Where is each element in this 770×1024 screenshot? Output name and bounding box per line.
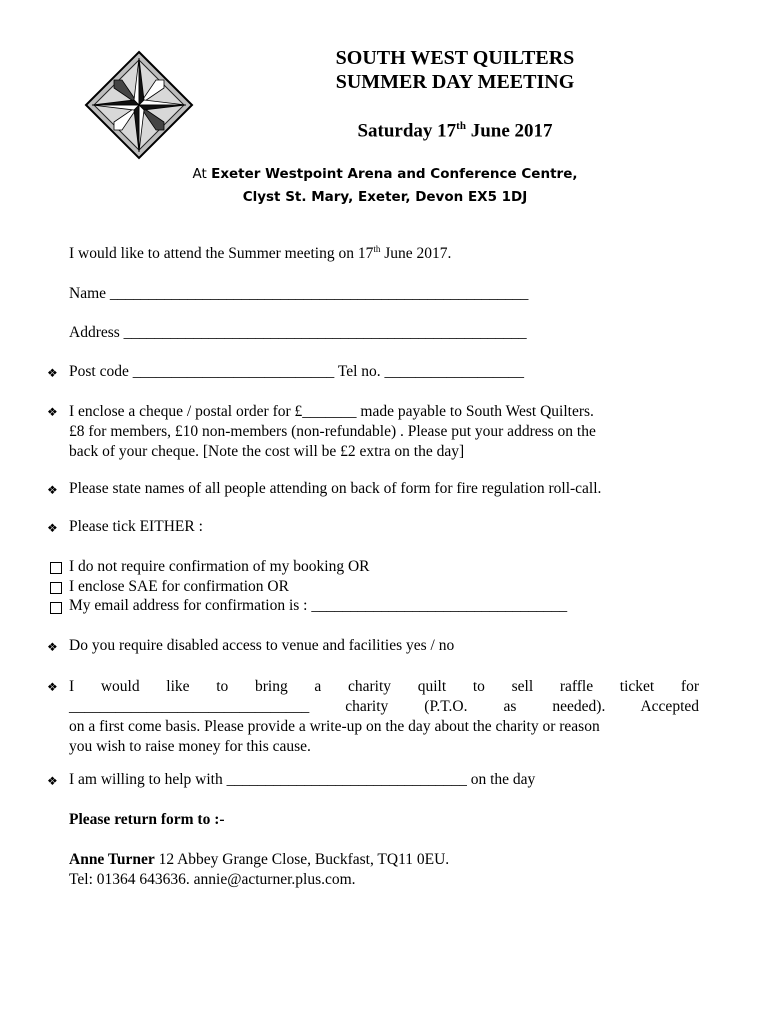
diamond-bullet-icon: ❖ bbox=[47, 483, 58, 497]
diamond-bullet-icon: ❖ bbox=[47, 680, 58, 694]
cheque-line-1[interactable]: I enclose a cheque / postal order for £_______ made payable to South West Quilters. bbox=[69, 403, 594, 420]
disabled-access[interactable]: Do you require disabled access to venue and facilities yes / no bbox=[69, 637, 455, 654]
checkbox-icon[interactable] bbox=[50, 602, 62, 614]
title-line-1: SOUTH WEST QUILTERS bbox=[335, 47, 575, 69]
charity-line-3: on a first come basis. Please provide a write-up on the day about the charity or reason bbox=[69, 718, 600, 735]
contact-address: 12 Abbey Grange Close, Buckfast, TQ11 0EU. bbox=[154, 851, 450, 868]
address-field[interactable]: Address ____________________________________________________ bbox=[69, 324, 527, 341]
option-sae: I enclose SAE for confirmation OR bbox=[69, 578, 289, 595]
cheque-paragraph bbox=[69, 402, 699, 462]
intro-prefix: I would like to attend the Summer meeting on 17 bbox=[69, 245, 374, 263]
charity-paragraph bbox=[69, 677, 699, 757]
venue-at: At bbox=[192, 166, 212, 182]
intro-line bbox=[69, 244, 451, 263]
checkbox-icon[interactable] bbox=[50, 562, 62, 574]
charity-line-2[interactable]: _______________________________ charity (P.T.O. as needed). Accepted bbox=[69, 698, 699, 715]
contact-tel: Tel: 01364 643636. annie@acturner.plus.com. bbox=[69, 871, 356, 888]
postcode-tel-field[interactable]: Post code __________________________ Tel no. __________________ bbox=[69, 363, 525, 380]
intro-sup: th bbox=[373, 244, 381, 254]
venue bbox=[150, 163, 620, 209]
names-note: Please state names of all people attending on back of form for fire regulation roll-call. bbox=[69, 480, 602, 497]
charity-line-4: you wish to raise money for this cause. bbox=[69, 738, 311, 755]
meeting-date bbox=[300, 120, 610, 142]
date-sup: th bbox=[456, 120, 466, 132]
cheque-line-3: back of your cheque. [Note the cost will be £2 extra on the day] bbox=[69, 443, 465, 460]
diamond-bullet-icon: ❖ bbox=[47, 521, 58, 535]
page-title bbox=[300, 46, 610, 94]
diamond-bullet-icon: ❖ bbox=[47, 640, 58, 654]
option-email[interactable]: My email address for confirmation is : _________________________________ bbox=[69, 597, 568, 614]
help-field[interactable]: I am willing to help with _______________________________ on the day bbox=[69, 771, 536, 788]
compass-star-logo bbox=[84, 50, 194, 160]
return-heading: Please return form to :- bbox=[69, 811, 225, 828]
contact-block bbox=[69, 850, 699, 890]
cheque-line-2: £8 for members, £10 non-members (non-refundable) . Please put your address on the bbox=[69, 423, 596, 440]
diamond-bullet-icon: ❖ bbox=[47, 774, 58, 788]
contact-name: Anne Turner bbox=[69, 851, 155, 868]
tick-either: Please tick EITHER : bbox=[69, 518, 203, 535]
venue-line-2: Clyst St. Mary, Exeter, Devon EX5 1DJ bbox=[242, 189, 528, 205]
venue-line-1: Exeter Westpoint Arena and Conference Centre, bbox=[211, 166, 578, 182]
date-suffix: June 2017 bbox=[465, 120, 553, 142]
checkbox-icon[interactable] bbox=[50, 582, 62, 594]
intro-suffix: June 2017. bbox=[380, 245, 452, 263]
date-prefix: Saturday 17 bbox=[357, 120, 457, 142]
title-line-2: SUMMER DAY MEETING bbox=[335, 71, 575, 93]
name-field[interactable]: Name ______________________________________________________ bbox=[69, 285, 529, 302]
diamond-bullet-icon: ❖ bbox=[47, 405, 58, 419]
diamond-bullet-icon: ❖ bbox=[47, 366, 58, 380]
option-no-confirmation: I do not require confirmation of my booking OR bbox=[69, 558, 370, 575]
charity-line-1: I would like to bring a charity quilt to sell raffle ticket for bbox=[69, 678, 699, 695]
